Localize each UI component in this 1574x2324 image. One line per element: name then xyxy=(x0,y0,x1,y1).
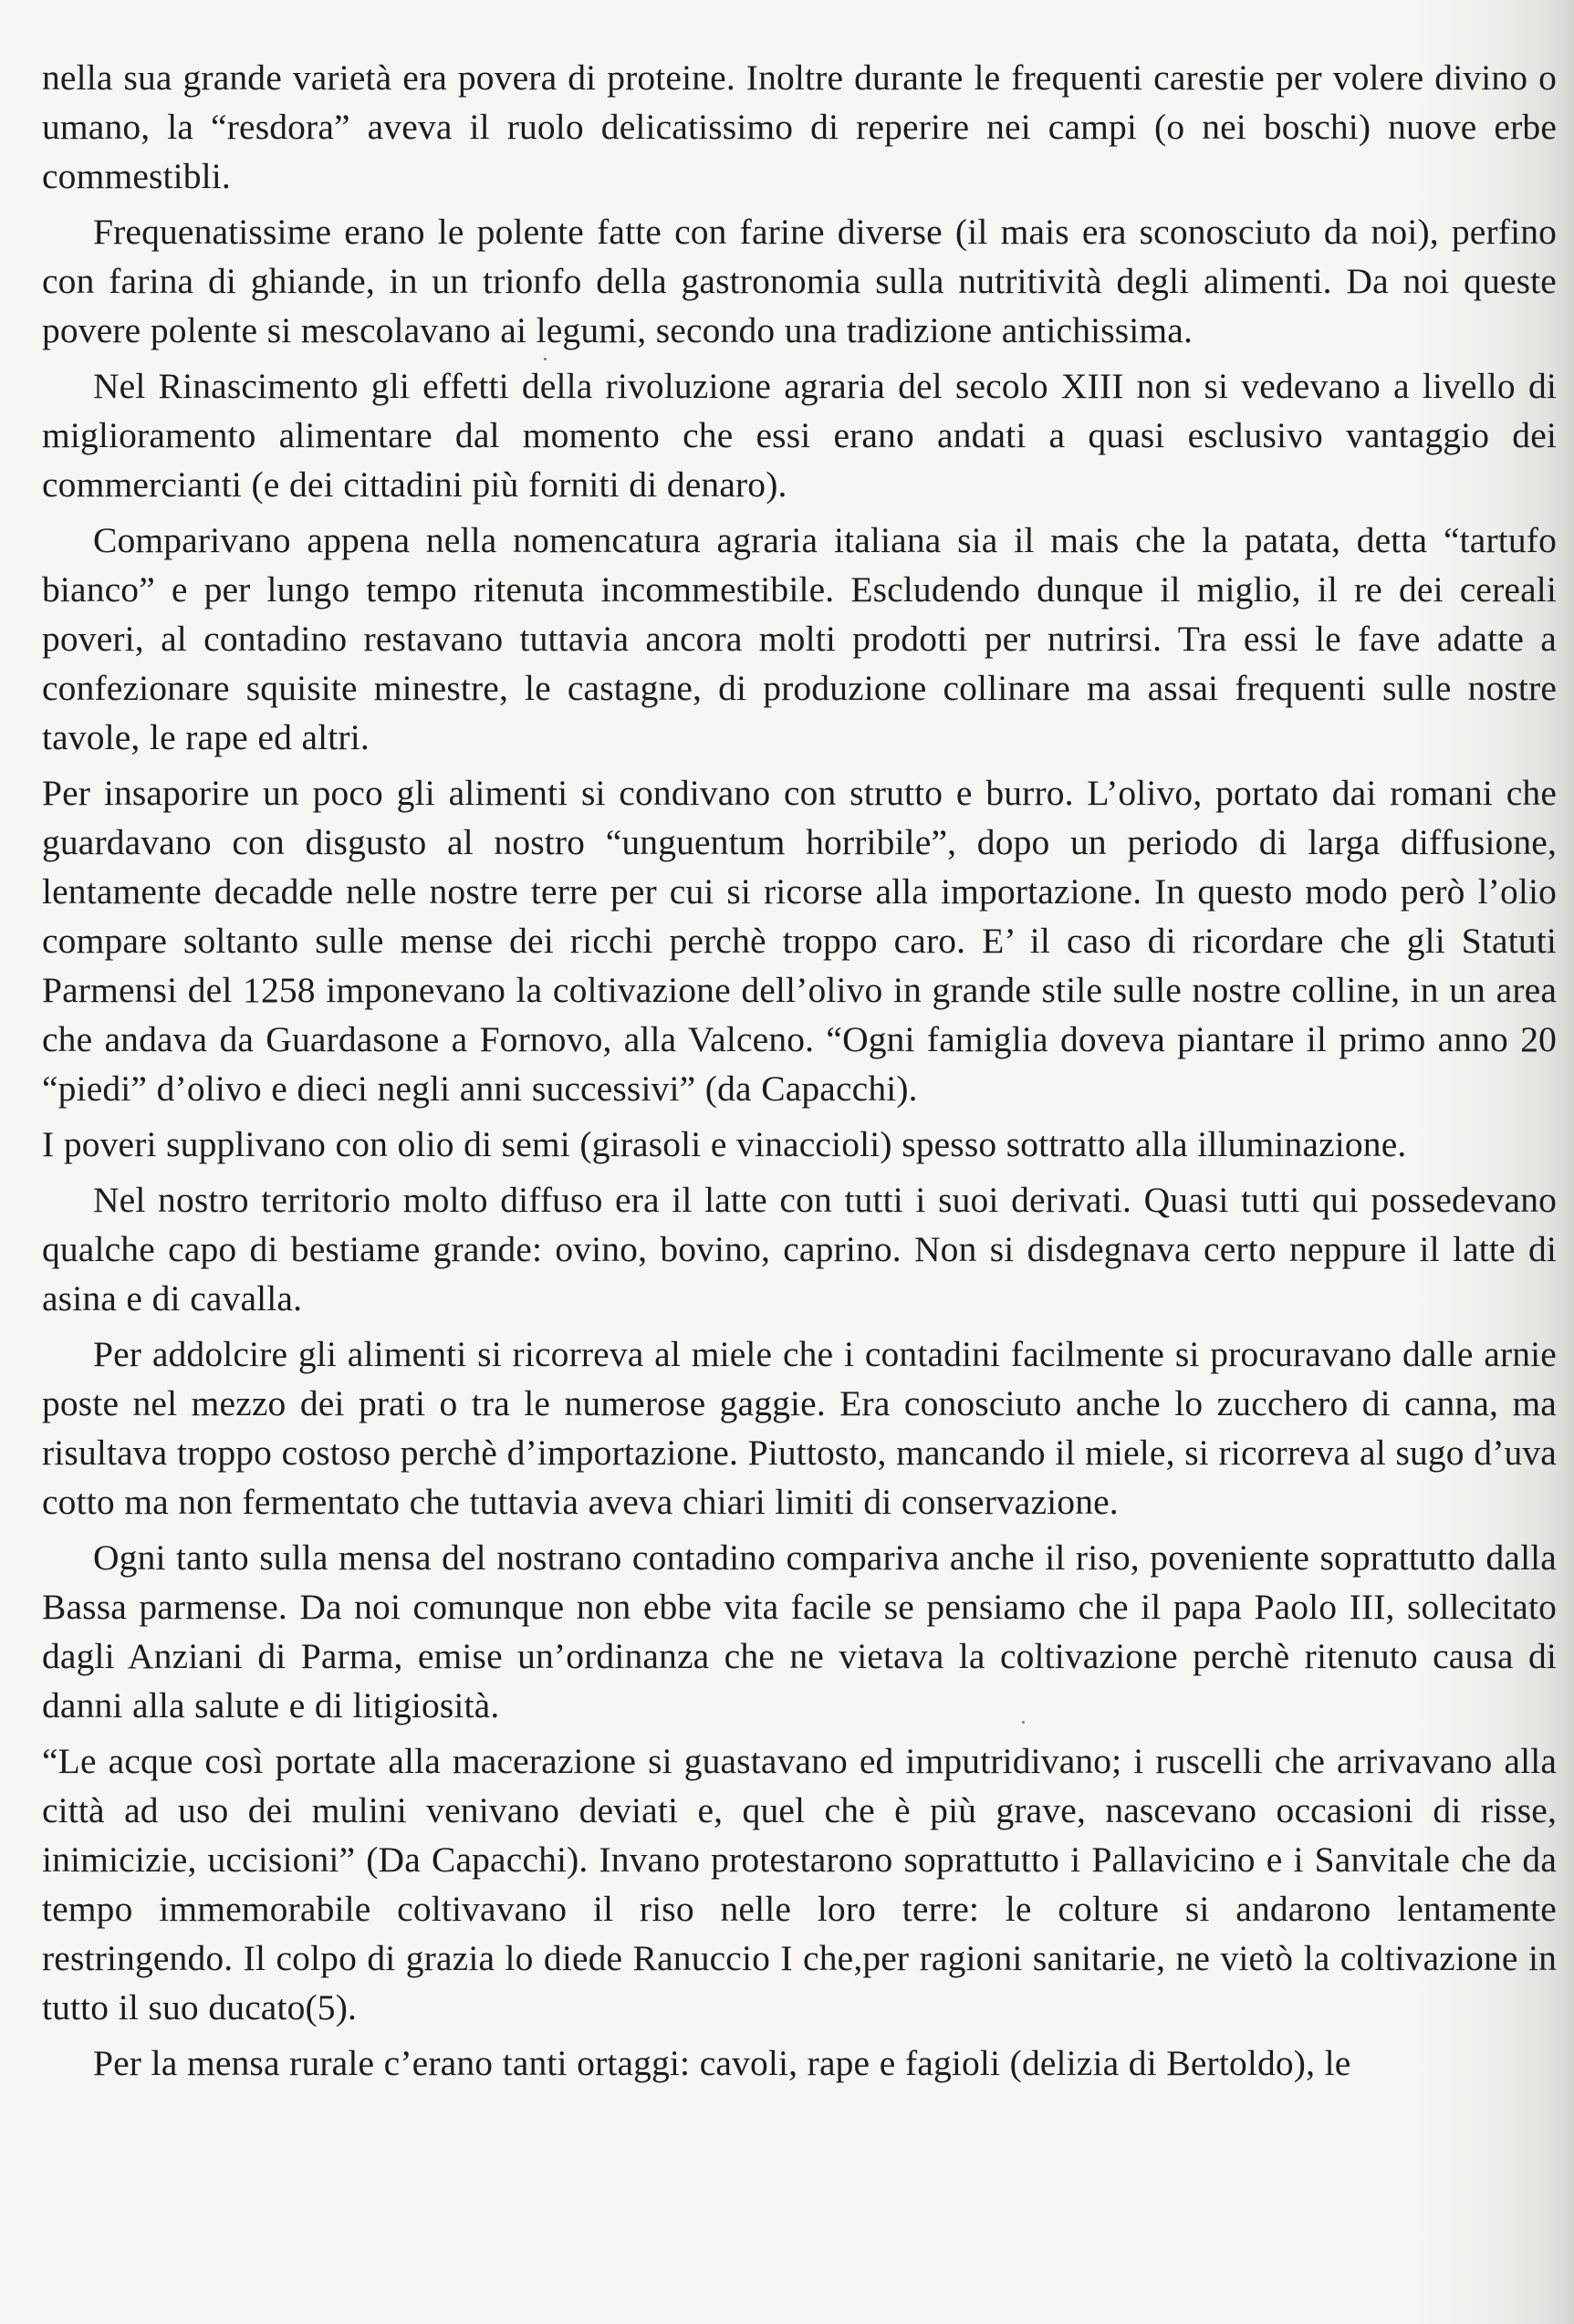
paragraph-7: Nel nostro territorio molto diffuso era il latte con tutti i suoi derivati. Quasi tutti qui possedevano qualche capo di bestiame grande: ovino, bovino, caprino. Non si disdegnava certo neppure il latte di asina e di cavalla. xyxy=(42,1180,1557,1318)
paragraph-4: Comparivano appena nella nomencatura agraria italiana sia il mais che la patata, detta “tartufo bianco” e per lungo tempo ritenuta incommestibile. Escludendo dunque il miglio, il re dei cereali poveri, al contadino restavano tuttavia ancora molti prodotti per nutrirsi. Tra essi le fave adatte a confezionare squisite minestre, le castagne, di produzione collinare ma assai frequenti sulle nostre tavole, le rape ed altri. xyxy=(42,520,1557,757)
paragraph-10: “Le acque così portate alla macerazione si guastavano ed imputridivano; i ruscelli che arrivavano alla città ad uso dei mulini venivano deviati e, quel che è più grave, nascevano occasioni di risse, inimicizie, uccisioni” (Da Capacchi). Invano protestarono soprattutto i Pallavicino e i Sanvitale che da tempo immemorabile coltivavano il riso nelle loro terre: le colture si andarono lentamente restringendo. Il colpo di grazia lo diede Ranuccio I che,per ragioni sanitarie, ne vietò la coltivazione in tutto il suo ducato(5). xyxy=(42,1741,1557,2027)
paragraph-2: Frequenatissime erano le polente fatte con farine diverse (il mais era sconosciuto da noi), perfino con farina di ghiande, in un trionfo della gastronomia sulla nutritività degli alimenti. Da noi queste povere polente si mescolavano ai legumi, secondo una tradizione antichissima. xyxy=(42,212,1557,350)
paragraph-8: Per addolcire gli alimenti si ricorreva al miele che i contadini facilmente si procuravano dalle arnie poste nel mezzo dei prati o tra le numerose gaggie. Era conosciuto anche lo zucchero di canna, ma risultava troppo costoso perchè d’importazione. Piuttosto, mancando il miele, si ricorreva al sugo d’uva cotto ma non fermentato che tuttavia aveva chiari limiti di conservazione. xyxy=(42,1334,1557,1522)
paragraph-5: Per insaporire un poco gli alimenti si condivano con strutto e burro. L’olivo, portato dai romani che guardavano con disgusto al nostro “unguentum horribile”, dopo un periodo di larga diffusione, lentamente decadde nelle nostre terre per cui si ricorse alla importazione. In questo modo però l’olio compare soltanto sulle mense dei ricchi perchè troppo caro. E’ il caso di ricordare che gli Statuti Parmensi del 1258 imponevano la coltivazione dell’olivo in grande stile sulle nostre colline, in un area che andava da Guardasone a Fornovo, alla Valceno. “Ogni famiglia doveva piantare il primo anno 20 “piedi” d’olivo e dieci negli anni successivi” (da Capacchi). xyxy=(42,773,1557,1109)
paragraph-6: I poveri supplivano con olio di semi (girasoli e vinaccioli) spesso sottratto alla illuminazione. xyxy=(42,1124,1407,1164)
page-text xyxy=(42,53,1557,2094)
scan-speck xyxy=(1022,1721,1025,1724)
scan-speck xyxy=(544,358,547,360)
paragraph-3: Nel Rinascimento gli effetti della rivoluzione agraria del secolo XIII non si vedevano a livello di miglioramento alimentare dal momento che essi erano andati a quasi esclusivo vantaggio dei commercianti (e dei cittadini più forniti di denaro). xyxy=(42,366,1557,505)
paragraph-11: Per la mensa rurale c’erano tanti ortaggi: cavoli, rape e fagioli (delizia di Bertoldo), le xyxy=(93,2043,1351,2083)
paragraph-1: nella sua grande varietà era povera di proteine. Inoltre durante le frequenti carestie per volere divino o umano, la “resdora” aveva il ruolo delicatissimo di reperire nei campi (o nei boschi) nuove erbe commestibli. xyxy=(42,57,1557,196)
paragraph-9: Ogni tanto sulla mensa del nostrano contadino compariva anche il riso, poveniente soprattutto dalla Bassa parmense. Da noi comunque non ebbe vita facile se pensiamo che il papa Paolo III, sollecitato dagli Anziani di Parma, emise un’ordinanza che ne vietava la coltivazione perchè ritenuto causa di danni alla salute e di litigiosità. xyxy=(42,1537,1557,1725)
